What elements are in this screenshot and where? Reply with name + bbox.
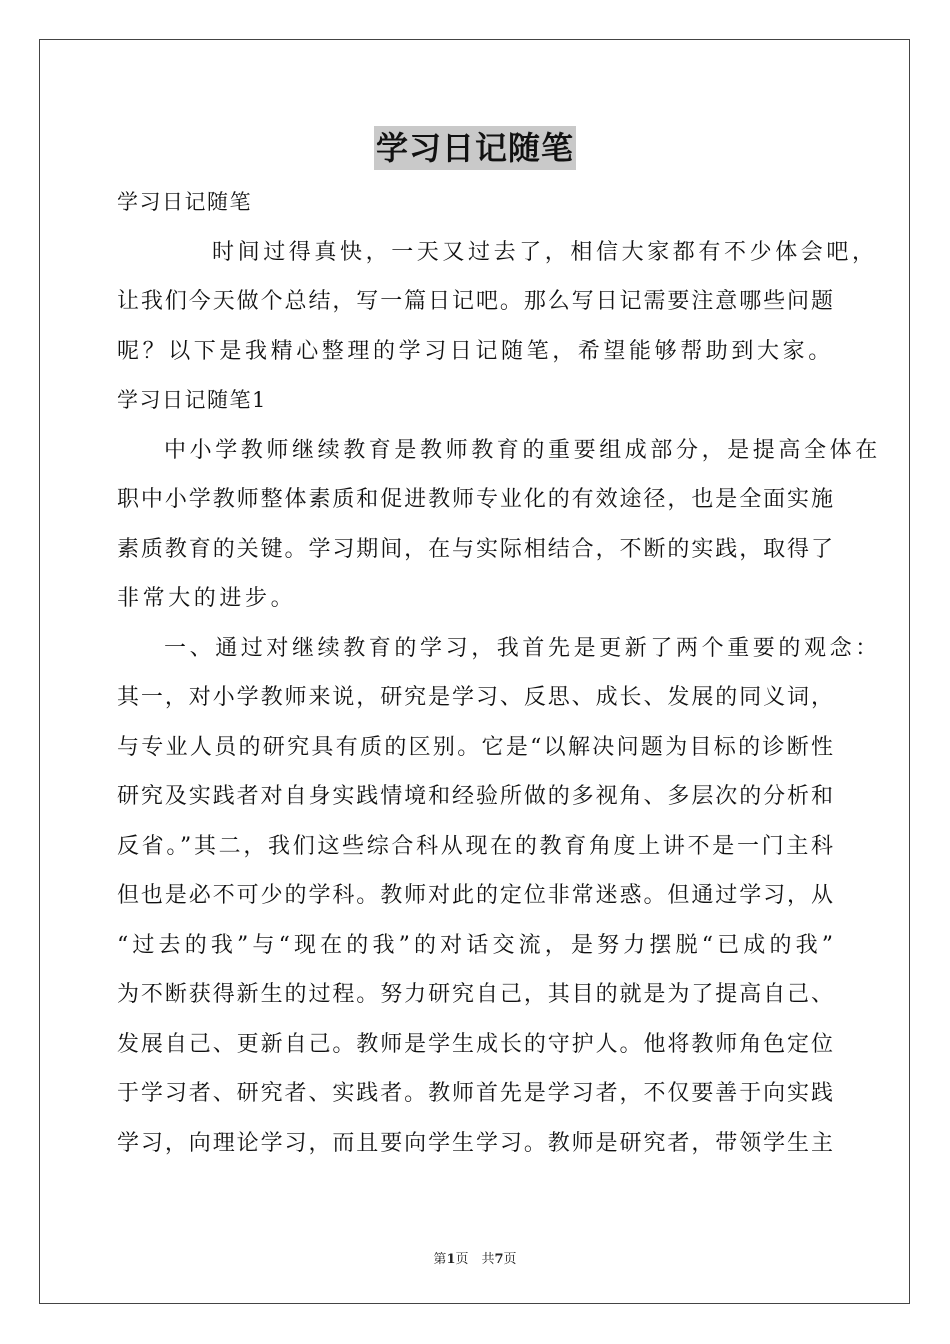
page-total-number: 7: [494, 1252, 504, 1267]
paragraph-line: 于学习者、研究者、实践者。教师首先是学习者，不仅要善于向实践: [117, 1081, 833, 1106]
paragraph-line: 研究及实践者对自身实践情境和经验所做的多视角、多层次的分析和: [117, 784, 833, 809]
paragraph-line: 时间过得真快，一天又过去了，相信大家都有不少体会吧，: [212, 239, 878, 265]
paragraph-line: 为不断获得新生的过程。努力研究自己，其目的就是为了提高自己、: [117, 982, 833, 1007]
page-label-prefix: 第: [433, 1252, 447, 1267]
paragraph-line: 中小学教师继续教育是教师教育的重要组成部分，是提高全体在: [164, 437, 881, 463]
paragraph-line: 职中小学教师整体素质和促进教师专业化的有效途径，也是全面实施: [117, 487, 833, 512]
paragraph-line: 非常大的进步。: [117, 586, 297, 611]
paragraph-line: 素质教育的关键。学习期间，在与实际相结合，不断的实践，取得了: [117, 536, 833, 562]
document-title: 学习日记随笔: [374, 126, 576, 170]
page-label-suffix: 页: [503, 1252, 517, 1267]
paragraph-line: 反省。”其二，我们这些综合科从现在的教育角度上讲不是一门主科: [117, 833, 833, 859]
paragraph-line: 让我们今天做个总结，写一篇日记吧。那么写日记需要注意哪些问题: [117, 289, 833, 314]
page-footer: [0, 1248, 950, 1267]
paragraph-line: 其一，对小学教师来说，研究是学习、反思、成长、发展的同义词，: [117, 685, 833, 710]
paragraph-line: 但也是必不可少的学科。教师对此的定位非常迷惑。但通过学习，从: [117, 883, 833, 908]
paragraph-line: 与专业人员的研究具有质的区别。它是“以解决问题为目标的诊断性: [117, 734, 833, 760]
paragraph-line: “过去的我”与“现在的我”的对话交流，是努力摆脱“已成的我”: [117, 932, 833, 958]
page-current-number: 1: [446, 1252, 456, 1267]
subtitle-line: 学习日记随笔: [117, 190, 252, 214]
document-body: [117, 178, 881, 1168]
paragraph-line: 学习，向理论学习，而且要向学生学习。教师是研究者，带领学生主: [117, 1130, 833, 1156]
title-container: [0, 126, 950, 170]
paragraph-line: 发展自己、更新自己。教师是学生成长的守护人。他将教师角色定位: [117, 1031, 833, 1057]
page-label-mid: 页 共: [455, 1252, 495, 1267]
paragraph-line: 呢？以下是我精心整理的学习日记随笔，希望能够帮助到大家。: [117, 338, 834, 364]
paragraph-line: 一、通过对继续教育的学习，我首先是更新了两个重要的观念：: [164, 635, 881, 661]
section-heading: 学习日记随笔1: [117, 388, 267, 412]
